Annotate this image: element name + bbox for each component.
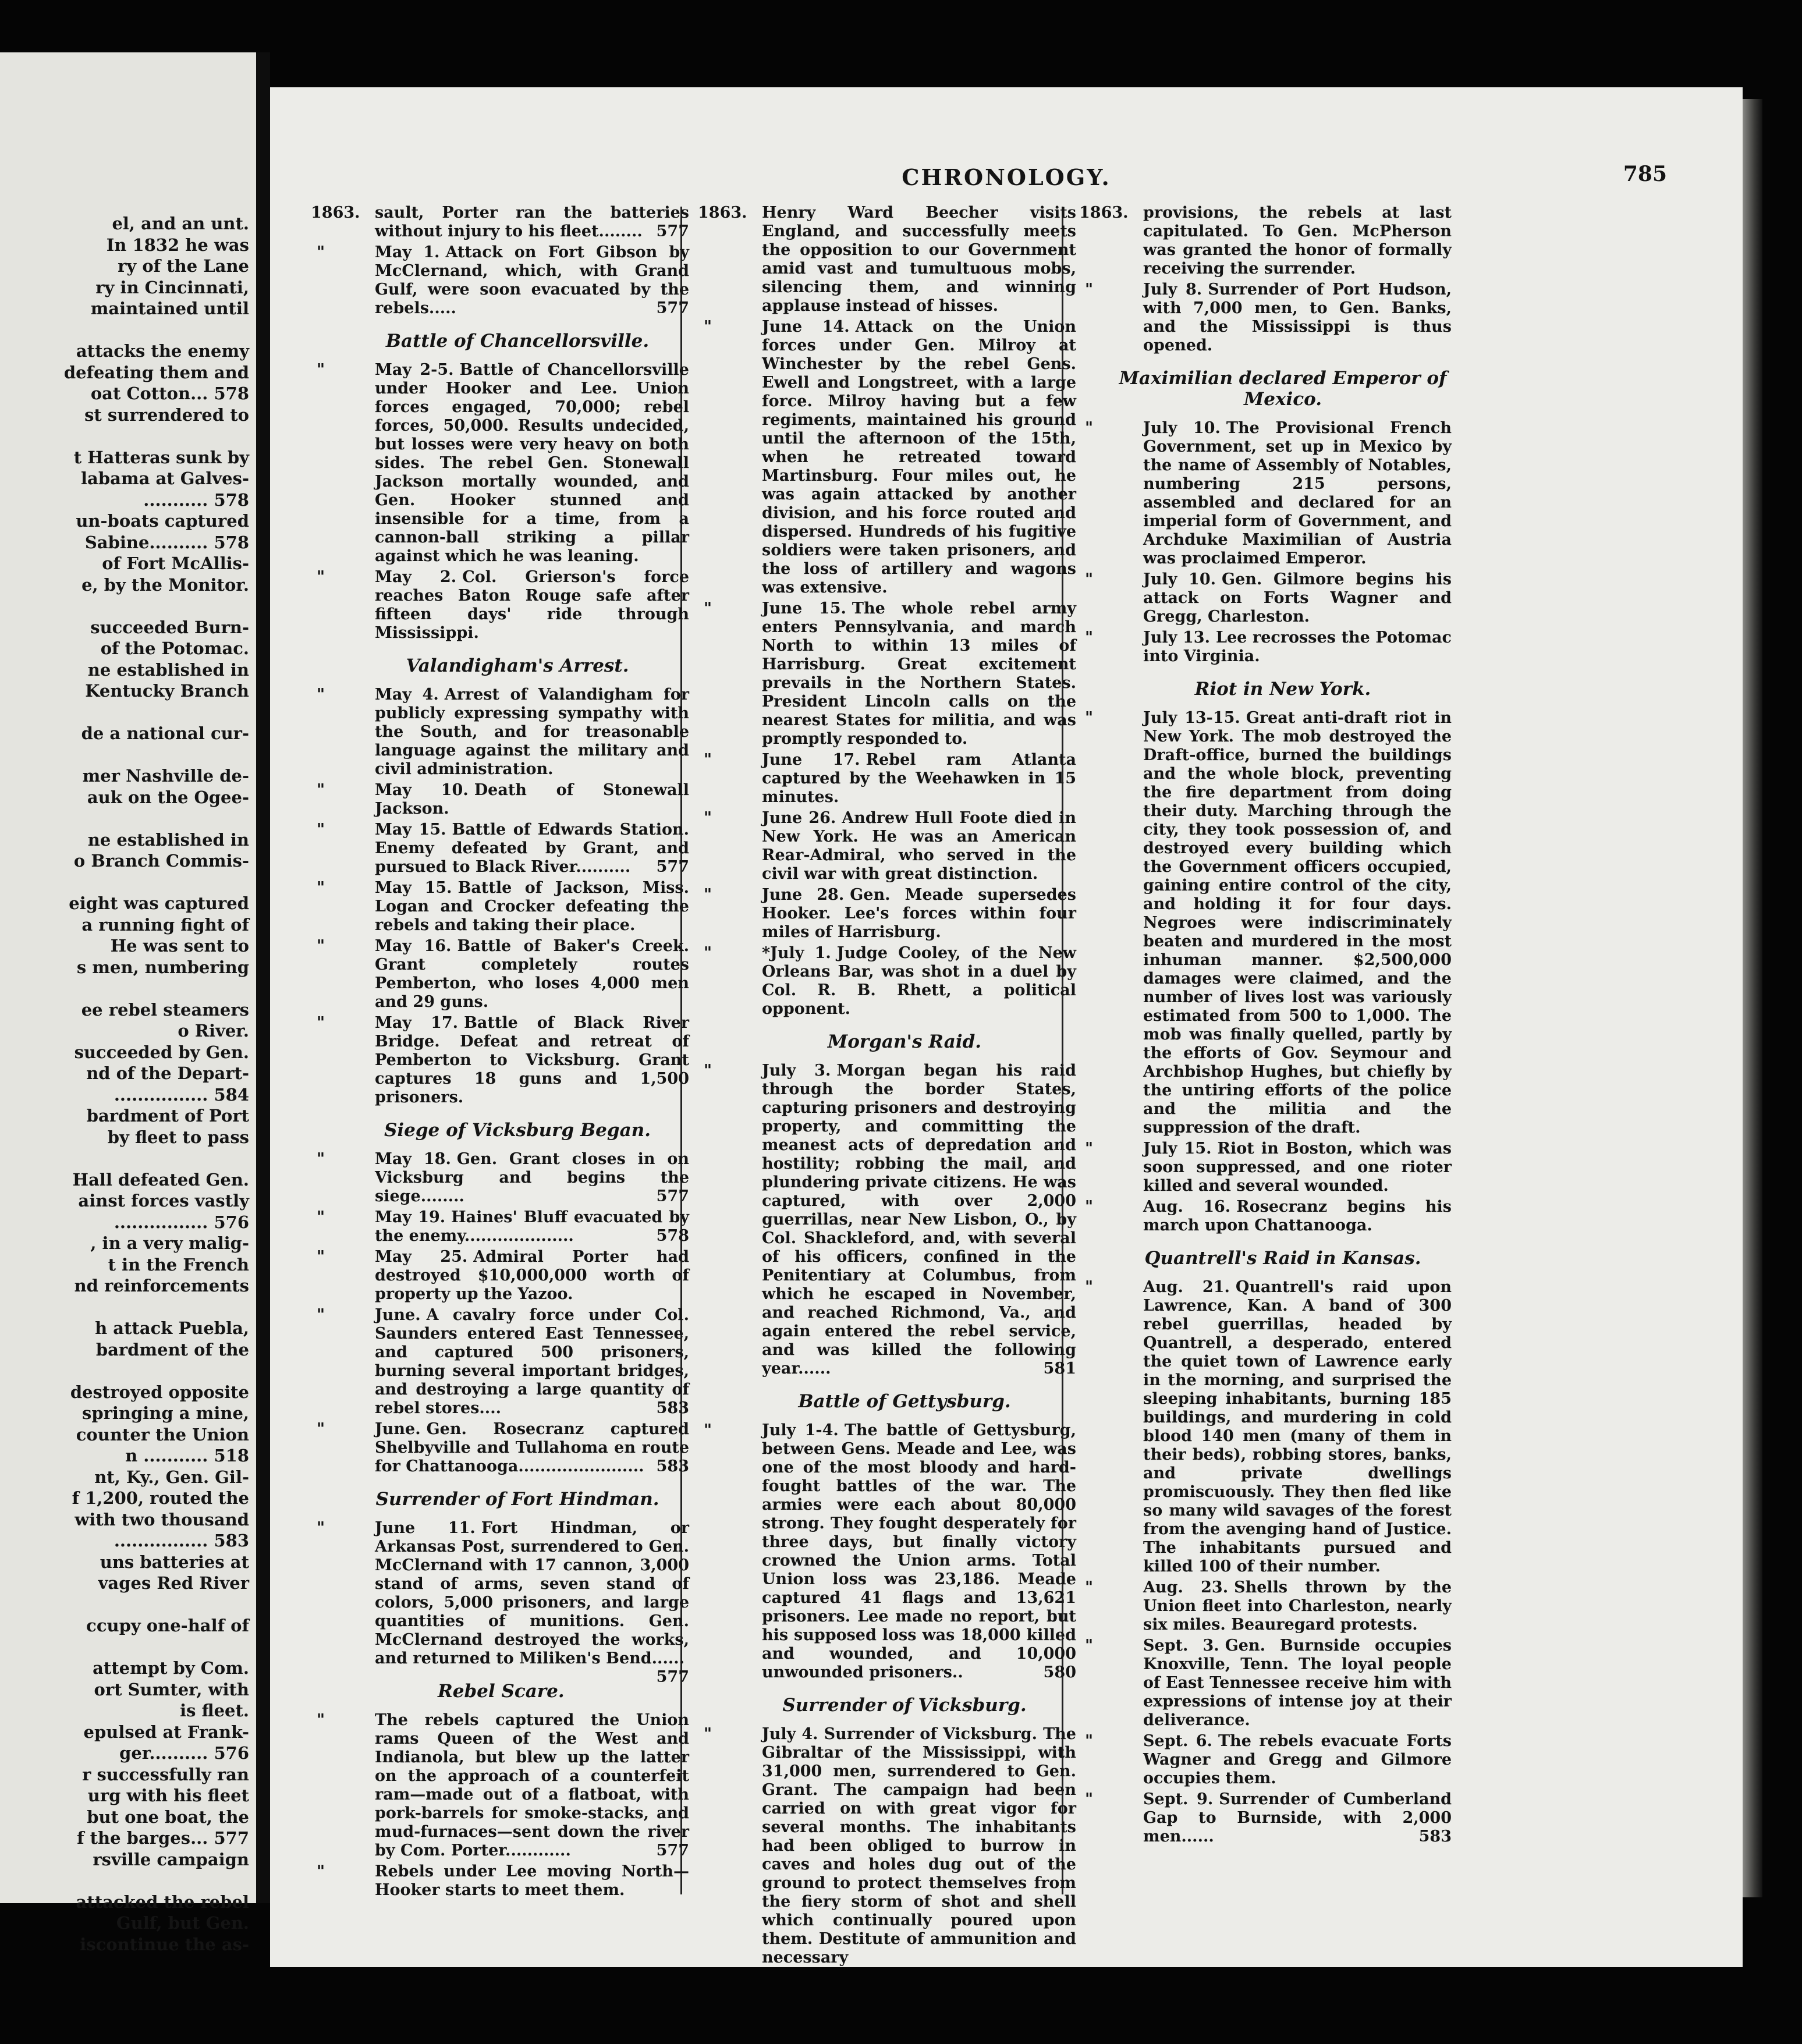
left-page-line: ort Sumter, with <box>94 1679 249 1699</box>
left-page-line: auk on the Ogee- <box>87 787 249 807</box>
entry-date: May 15. <box>375 879 452 897</box>
left-page-line: de a national cur- <box>81 723 249 743</box>
section-heading: Maximilian declared Emperor of Mexico. <box>1119 368 1447 410</box>
entry-text: The rebels captured the Union rams Queen of the West and Indianola, but blew up the latter on the approach of a counterfeit ram—made out of a flatboat, with pork-barrels for smoke-stacks, and mud-furnaces—sent down the river by Com. Porter............ <box>375 1711 689 1860</box>
page-number: 785 <box>1623 162 1667 186</box>
section-heading: Battle of Chancellorsville. <box>385 331 650 352</box>
chronology-entry <box>311 1519 689 1686</box>
left-page-line: ne established in <box>87 659 249 680</box>
entry-text: Col. Grierson's force reaches Baton Rouge safe after fifteen days' ride through Mississippi. <box>375 568 689 642</box>
chronology-entry <box>311 1014 689 1107</box>
entry-text: Surrender of Vicksburg. The Gibraltar of the Mississippi, with 31,000 men, surrendered to Gen. Grant. The campaign had been carried on with great vigor for several months. The inhabitants had been obliged to burrow in caves and holes dug out of the ground to protect themselves from the fiery storm of shot and shell which continually poured upon them. Destitute of ammunition and necessary <box>762 1725 1076 1967</box>
entry-text: Battle of Baker's Creek. Grant completely routes Pemberton, who loses 4,000 men and 29 guns. <box>375 937 689 1011</box>
ditto-mark: " <box>317 821 325 839</box>
ditto-mark: " <box>317 937 325 955</box>
entry-date: July 13-15. <box>1143 709 1240 727</box>
left-page-line: f the barges... 577 <box>77 1828 249 1848</box>
entry-date: May 18. <box>375 1150 451 1168</box>
entry-date: May 15. <box>375 821 446 839</box>
ditto-mark: " <box>317 1248 325 1266</box>
page-reference: 577 <box>656 1668 689 1686</box>
left-page-line: defeating them and <box>63 362 249 382</box>
left-page-line: ry in Cincinnati, <box>95 277 249 297</box>
entry-text: Judge Cooley, of the New Orleans Bar, was shot in a duel by Col. R. B. Rhett, a political opponent. <box>762 944 1076 1018</box>
left-page-line: ........... 578 <box>143 489 249 510</box>
entry-text: Morgan began his raid through the border States, capturing prisoners and destroying property, and committing the meanest acts of depredation and hostility; robbing the mail, and plundering private citizens. He was captured, with over 2,000 guerrillas, near New Lisbon, O., by Col. Shackleford, and, with several of his officers, confined in the Penitentiary at Columbus, from which he escaped in November, and reached Richmond, Va., and again entered the rebel service, and was killed the following year...... <box>762 1062 1076 1378</box>
entry-text: Surrender of Port Hudson, with 7,000 men, to Gen. Banks, and the Mississippi is thus opened. <box>1143 281 1452 354</box>
left-page-line: ne established in <box>87 829 249 850</box>
entry-date: June 17. <box>762 751 860 769</box>
left-page-line: ................ 576 <box>113 1212 249 1232</box>
entry-text: Battle of Black River Bridge. Defeat and retreat of Pemberton to Vicksburg. Grant captures 18 guns and 1,500 prisoners. <box>375 1014 689 1106</box>
entry-text: Haines' Bluff evacuated by the enemy.................... <box>375 1208 689 1245</box>
entry-date: Aug. 16. <box>1143 1198 1231 1216</box>
ditto-mark: " <box>1085 570 1094 588</box>
entry-text: The rebels evacuate Forts Wagner and Gregg and Gilmore occupies them. <box>1143 1732 1452 1787</box>
left-page-line: ................ 583 <box>113 1531 249 1550</box>
section-heading: Quantrell's Raid in Kansas. <box>1144 1248 1421 1269</box>
left-page-line: bardment of Port <box>86 1106 249 1126</box>
chronology-entry <box>1079 629 1452 666</box>
left-page-line: uns batteries at <box>100 1552 249 1572</box>
chronology-entry <box>311 821 689 876</box>
entry-text: Admiral Porter had destroyed $10,000,000 worth of property up the Yazoo. <box>375 1248 690 1303</box>
entry-text: Quantrell's raid upon Lawrence, Kan. A band of 300 rebel guerrillas, headed by Quantrell, a desperado, entered the quiet town of Lawrence early in the morning, and surprised the sleeping inhabitants, burning 185 buildings, and murdering in cold blood 140 men (many of them in their beds), robbing stores, banks, and private dwellings promiscuously. They then fled like so many wild savages of the forest from the avenging hand of Justice. The inhabitants pursued and killed 100 of their number. <box>1143 1278 1452 1575</box>
chronology-entry <box>311 243 689 318</box>
page-reference: 577 <box>656 1841 689 1860</box>
entry-text: Battle of Edwards Station. Enemy defeated by Grant, and pursued to Black River.......... <box>375 821 690 876</box>
left-page-line: rsville campaign <box>93 1849 249 1869</box>
left-page-line: nd reinforcements <box>74 1276 249 1296</box>
ditto-mark: " <box>317 781 325 799</box>
chronology-entry <box>311 1248 689 1304</box>
chronology-entry <box>1079 570 1452 626</box>
chronology-entry <box>698 318 1076 597</box>
entry-text: Attack on Fort Gibson by McClernand, which, with Grand Gulf, were soon evacuated by the rebels..... <box>375 243 689 317</box>
left-page-line: urg with his fleet <box>87 1786 249 1805</box>
page-reference: 577 <box>656 222 689 240</box>
chronology-entry <box>311 1306 689 1418</box>
entry-date: July 15. <box>1143 1140 1212 1158</box>
left-page-line: t Hatteras sunk by <box>73 447 249 467</box>
left-page-line: nt, Ky., Gen. Gil- <box>94 1467 249 1487</box>
left-page-line: n ........... 518 <box>125 1446 249 1465</box>
left-page-line: nd of the Depart- <box>86 1063 249 1083</box>
entry-date: May 2-5. <box>375 361 454 379</box>
left-page-line: el, and an unt. <box>112 214 249 233</box>
ditto-mark: " <box>317 568 325 586</box>
chronology-entry <box>311 879 689 935</box>
left-page-line: succeeded by Gen. <box>74 1042 249 1062</box>
entry-date: June 11. <box>375 1519 476 1537</box>
left-page-line: f 1,200, routed the <box>72 1488 249 1508</box>
entry-text: Surrender of Cumberland Gap to Burnside, with 2,000 men...... <box>1143 1790 1452 1846</box>
ditto-mark: " <box>1085 1578 1094 1596</box>
entry-date: July 10. <box>1143 570 1216 588</box>
entry-date: July 10. <box>1143 419 1221 437</box>
chronology-entry <box>311 568 689 643</box>
left-page-line: eight was captured <box>69 893 249 913</box>
entry-date: Aug. 21. <box>1143 1278 1230 1296</box>
entry-date: June 26. <box>762 809 836 827</box>
chronology-entry <box>1079 1578 1452 1634</box>
left-page-line: Hall defeated Gen. <box>72 1169 249 1190</box>
entry-date: June. <box>375 1306 421 1324</box>
chronology-entry <box>1079 1790 1452 1846</box>
entry-date: July 13. <box>1143 629 1210 647</box>
page-reference: 577 <box>656 1187 689 1205</box>
ditto-mark: " <box>1085 1140 1094 1158</box>
page-reference: 580 <box>1043 1663 1076 1681</box>
entry-year: 1863. <box>311 204 360 222</box>
left-page-line: but one boat, the <box>87 1807 249 1827</box>
chronology-entry <box>1079 1637 1452 1730</box>
entry-date: May 1. <box>375 243 440 261</box>
chronology-entry <box>311 1420 689 1476</box>
entry-date: July 3. <box>762 1062 831 1080</box>
left-page-line: is fleet. <box>180 1701 249 1720</box>
section-heading: Rebel Scare. <box>437 1681 565 1702</box>
ditto-mark: " <box>317 1711 325 1729</box>
left-page-line: epulsed at Frank- <box>83 1722 249 1742</box>
left-page-line: st surrendered to <box>84 404 249 425</box>
entry-date: June. <box>375 1420 421 1438</box>
page-reference: 581 <box>1043 1360 1076 1378</box>
chronology-entry <box>1079 419 1452 568</box>
left-page-line: succeeded Burn- <box>90 617 249 637</box>
section-heading: Valandigham's Arrest. <box>406 655 629 676</box>
ditto-mark: " <box>704 944 712 962</box>
chronology-entry <box>698 886 1076 942</box>
section-heading: Surrender of Vicksburg. <box>782 1695 1027 1716</box>
entry-date: July 1-4. <box>762 1421 839 1439</box>
left-page-line: ger.......... 576 <box>119 1743 249 1763</box>
chronology-entry <box>698 751 1076 807</box>
section-heading: Morgan's Raid. <box>827 1031 982 1052</box>
page-reference: 578 <box>656 1227 689 1245</box>
ditto-mark: " <box>1085 1198 1094 1216</box>
entry-date: May 19. <box>375 1208 446 1226</box>
entry-text: Gen. Burnside occupies Knoxville, Tenn. The loyal people of East Tennessee receive him with expressions of intense joy at their deliverance. <box>1143 1637 1452 1729</box>
entry-date: July 4. <box>762 1725 818 1743</box>
entry-text: sault, Porter ran the batteries without injury to his fleet........ <box>375 204 689 240</box>
entry-text: Gen. Gilmore begins his attack on Forts Wagner and Gregg, Charleston. <box>1143 570 1452 626</box>
left-page-line: iscontinue the as- <box>80 1934 249 1954</box>
ditto-mark: " <box>1085 1732 1094 1750</box>
entry-date: May 4. <box>375 686 439 704</box>
entry-text: A cavalry force under Col. Saunders entered East Tennessee, and captured 500 prisoners, burning several important bridges, and destroying a large quantity of rebel stores.... <box>375 1306 689 1417</box>
entry-text: Rebels under Lee moving North—Hooker starts to meet them. <box>375 1862 689 1899</box>
ditto-mark: " <box>317 879 325 897</box>
left-page-line: ................ 584 <box>113 1084 249 1105</box>
entry-text: Gen. Grant closes in on Vicksburg and begins the siege........ <box>375 1150 689 1205</box>
running-head: CHRONOLOGY. <box>902 164 1111 190</box>
chronology-entry <box>698 1062 1076 1378</box>
ditto-mark: " <box>1085 709 1094 727</box>
page-reference: 577 <box>656 299 689 317</box>
ditto-mark: " <box>704 599 712 618</box>
entry-date: *July 1. <box>762 944 831 962</box>
left-page-line: t in the French <box>108 1254 249 1275</box>
left-page-line: Gulf, but Gen. <box>116 1913 249 1933</box>
left-page-line: a running fight of <box>81 914 249 935</box>
entry-text: The battle of Gettysburg, between Gens. Meade and Lee, was one of the most bloody and hard-fought battles of the war. The armies were each about 80,000 strong. They fought desperately for three days, but finally victory crowned the Union arms. Total Union loss was 23,186. Meade captured 41 flags and 13,621 prisoners. Lee made no report, but his supposed loss was 18,000 killed and wounded, and 10,000 unwounded prisoners.. <box>762 1421 1076 1681</box>
ditto-mark: " <box>1085 1637 1094 1655</box>
left-page-line: r successfully ran <box>82 1764 249 1784</box>
left-page-line: by fleet to pass <box>107 1127 249 1147</box>
entry-text: Gen. Meade supersedes Hooker. Lee's forces within four miles of Harrisburg. <box>762 886 1076 941</box>
chronology-entry <box>698 809 1076 883</box>
left-page-line: of Fort McAllis- <box>102 553 249 573</box>
left-page-line: with two thousand <box>75 1509 249 1530</box>
left-page-line: ainst forces vastly <box>78 1191 249 1211</box>
entry-text: The Provisional French Government, set up in Mexico by the name of Assembly of Notables, numbering 215 persons, assembled and declared for an imperial form of Government, and Archduke Maximilian of Austria was proclaimed Emperor. <box>1143 419 1452 567</box>
left-page-line: destroyed opposite <box>70 1382 249 1402</box>
entry-text: Attack on the Union forces under Gen. Milroy at Winchester by the rebel Gens. Ewell and Longstreet, with a large force. Milroy having but a few regiments, maintained his ground until the afternoon of the 15th, when he retreated toward Martinsburg. Four miles out, he was again attacked by another division, and his force routed and dispersed. Hundreds of his fugitive soldiers were taken prisoners, and the loss of artillery and wagons was extensive. <box>762 318 1076 597</box>
ditto-mark: " <box>317 1306 325 1324</box>
ditto-mark: " <box>317 243 325 261</box>
left-page-line: He was sent to <box>110 936 249 956</box>
ditto-mark: " <box>317 1420 325 1438</box>
entry-text: provisions, the rebels at last capitulated. To Gen. McPherson was granted the honor of formally receiving the surrender. <box>1143 204 1452 278</box>
entry-date: June 14. <box>762 318 850 336</box>
page-reference: 583 <box>656 1399 689 1417</box>
chronology-entry <box>311 937 689 1012</box>
ditto-mark: " <box>704 809 712 827</box>
chronology-entry <box>698 944 1076 1019</box>
chronology-entry <box>311 204 689 241</box>
left-page-line: o River. <box>178 1021 249 1041</box>
chronology-entry <box>1079 709 1452 1137</box>
entry-text: Fort Hindman, or Arkansas Post, surrendered to Gen. McClernand with 17 cannon, 3,000 stand of arms, seven stand of colors, 5,000 prisoners, and large quantities of munitions. Gen. McClernand destroyed the works, and returned to Miliken's Bend...... <box>375 1519 689 1667</box>
ditto-mark: " <box>1085 629 1094 647</box>
ditto-mark: " <box>1085 419 1094 437</box>
left-page-line: s men, numbering <box>76 957 249 977</box>
entry-date: May 2. <box>375 568 457 586</box>
left-page-line: o Branch Commis- <box>73 851 249 871</box>
entry-date: May 10. <box>375 781 469 799</box>
entry-year: 1863. <box>1079 204 1129 222</box>
page-edge <box>1743 99 1762 1897</box>
entry-text: Shells thrown by the Union fleet into Charleston, nearly six miles. Beauregard protests. <box>1143 1578 1452 1634</box>
page-reference: 577 <box>656 858 689 876</box>
ditto-mark: " <box>317 1150 325 1168</box>
entry-date: July 8. <box>1143 281 1202 299</box>
left-page-line: Sabine.......... 578 <box>84 532 249 552</box>
ditto-mark: " <box>317 686 325 704</box>
chronology-entry <box>311 1208 689 1245</box>
section-heading: Battle of Gettysburg. <box>798 1391 1011 1412</box>
ditto-mark: " <box>1085 1790 1094 1808</box>
ditto-mark: " <box>704 1725 712 1743</box>
left-page-line: maintained until <box>90 299 249 318</box>
chronology-column-1 <box>311 204 689 1902</box>
page-reference: 583 <box>1418 1827 1452 1846</box>
chronology-entry <box>1079 1140 1452 1195</box>
section-heading: Siege of Vicksburg Began. <box>384 1120 651 1141</box>
left-page-line: labama at Galves- <box>81 469 249 488</box>
left-page-line: ry of the Lane <box>118 256 249 276</box>
entry-text: Gen. Rosecranz captured Shelbyville and Tullahoma en route for Chattanooga....................... <box>375 1420 689 1475</box>
left-page-line: In 1832 he was <box>106 235 249 255</box>
entry-text: Lee recrosses the Potomac into Virginia. <box>1143 629 1452 665</box>
entry-text: Battle of Jackson, Miss. Logan and Crocker defeating the rebels and taking their place. <box>375 879 689 934</box>
entry-text: Arrest of Valandigham for publicly expressing sympathy with the South, and for treasonable language against the military and civil administration. <box>375 686 689 778</box>
entry-date: May 16. <box>375 937 452 955</box>
chronology-entry <box>1079 1732 1452 1788</box>
entry-text: Rosecranz begins his march upon Chattanooga. <box>1143 1198 1452 1234</box>
chronology-entry <box>698 599 1076 748</box>
left-page-line: attacked the rebel <box>76 1892 249 1912</box>
left-page-line: attacks the enemy <box>76 341 249 361</box>
entry-date: June 15. <box>762 599 846 618</box>
chronology-entry <box>311 1150 689 1206</box>
chronology-entry <box>311 686 689 779</box>
ditto-mark: " <box>704 886 712 904</box>
entry-text: Andrew Hull Foote died in New York. He was an American Rear-Admiral, who served in the civil war with great distinction. <box>762 809 1076 883</box>
ditto-mark: " <box>704 751 712 769</box>
left-page-fragment <box>0 52 256 1954</box>
section-heading: Surrender of Fort Hindman. <box>375 1489 659 1510</box>
ditto-mark: " <box>704 1421 712 1439</box>
entry-date: June 28. <box>762 886 845 904</box>
entry-date: May 17. <box>375 1014 459 1032</box>
ditto-mark: " <box>317 1862 325 1880</box>
chronology-entry <box>311 1711 689 1860</box>
left-page-line: mer Nashville de- <box>82 766 249 786</box>
left-page-line: attempt by Com. <box>93 1658 249 1678</box>
book-page <box>270 87 1743 1967</box>
chronology-entry <box>1079 281 1452 355</box>
ditto-mark: " <box>704 1062 712 1080</box>
chronology-entry <box>698 1725 1076 1967</box>
chronology-entry <box>311 361 689 566</box>
chronology-entry <box>1079 204 1452 278</box>
left-page-line: oat Cotton... 578 <box>90 384 249 403</box>
chronology-column-2 <box>698 204 1076 1970</box>
left-page-line: counter the Union <box>76 1424 249 1445</box>
entry-date: May 25. <box>375 1248 468 1266</box>
ditto-mark: " <box>1085 1278 1094 1296</box>
left-page-line: un-boats captured <box>76 511 249 531</box>
section-heading: Riot in New York. <box>1194 679 1371 700</box>
entry-date: Sept. 9. <box>1143 1790 1214 1808</box>
left-page-line: bardment of the <box>95 1339 249 1360</box>
chronology-entry <box>1079 1278 1452 1576</box>
left-page-line: e, by the Monitor. <box>81 574 249 595</box>
chronology-column-3 <box>1079 204 1452 1848</box>
left-page-line: springing a mine, <box>82 1403 249 1423</box>
entry-year: 1863. <box>698 204 747 222</box>
entry-text: Death of Stonewall Jackson. <box>375 781 689 818</box>
ditto-mark: " <box>1085 281 1094 299</box>
ditto-mark: " <box>317 1014 325 1032</box>
chronology-entry <box>311 1862 689 1900</box>
left-page-line: ee rebel steamers <box>81 999 249 1020</box>
entry-date: Sept. 3. <box>1143 1637 1219 1655</box>
left-page-line: of the Potomac. <box>100 638 249 658</box>
ditto-mark: " <box>704 318 712 336</box>
page-reference: 583 <box>656 1457 689 1475</box>
entry-text: Henry Ward Beecher visits England, and successfully meets the opposition to our Government amid vast and tumultuous mobs, silencing them, and winning applause instead of hisses. <box>762 204 1076 315</box>
left-page-line: , in a very malig- <box>90 1233 249 1253</box>
chronology-entry <box>1079 1198 1452 1235</box>
chronology-entry <box>698 1421 1076 1682</box>
chronology-entry <box>698 204 1076 315</box>
left-page-line: ccupy one-half of <box>86 1616 249 1635</box>
left-page-line: Kentucky Branch <box>85 681 249 701</box>
entry-text: Rebel ram Atlanta captured by the Weehawken in 15 minutes. <box>762 751 1076 806</box>
ditto-mark: " <box>317 361 325 379</box>
entry-text: Great anti-draft riot in New York. The mob destroyed the Draft-office, burned the buildings and the whole block, preventing the fire department from doing their duty. Marching through the city, they took possession of, and destroyed every building which the Government officers occupied, gaining entire control of the city, and holding it for four days. Negroes were indiscriminately beaten and murdered in the most inhuman manner. $2,500,000 damages were claimed, and the number of lives lost was variously estimated from 500 to 1,000. The mob was finally quelled, partly by the efforts of Gov. Seymour and Archbishop Hughes, but chiefly by the untiring efforts of the police and the militia and the suppression of the draft. <box>1143 709 1452 1137</box>
left-page-line: h attack Puebla, <box>95 1318 249 1338</box>
entry-date: Sept. 6. <box>1143 1732 1212 1750</box>
ditto-mark: " <box>317 1208 325 1226</box>
entry-text: The whole rebel army enters Pennsylvania, and march North to within 13 miles of Harrisburg. Great excitement prevails in the Northern States. President Lincoln calls on the nearest States for militia, and was promptly responded to. <box>762 599 1076 748</box>
ditto-mark: " <box>317 1519 325 1537</box>
entry-date: Aug. 23. <box>1143 1578 1229 1596</box>
entry-text: Riot in Boston, which was soon suppressed, and one rioter killed and several wounded. <box>1143 1140 1452 1195</box>
book-gutter <box>256 52 270 1903</box>
chronology-entry <box>311 781 689 818</box>
entry-text: Battle of Chancellorsville under Hooker and Lee. Union forces engaged, 70,000; rebel forces, 50,000. Results undecided, but losses were very heavy on both sides. The rebel Gen. Stonewall Jackson mortally wounded, and Gen. Hooker stunned and insensible for a time, from a cannon-ball striking a pillar against which he was leaning. <box>375 361 689 565</box>
left-page-line: vages Red River <box>98 1573 249 1593</box>
